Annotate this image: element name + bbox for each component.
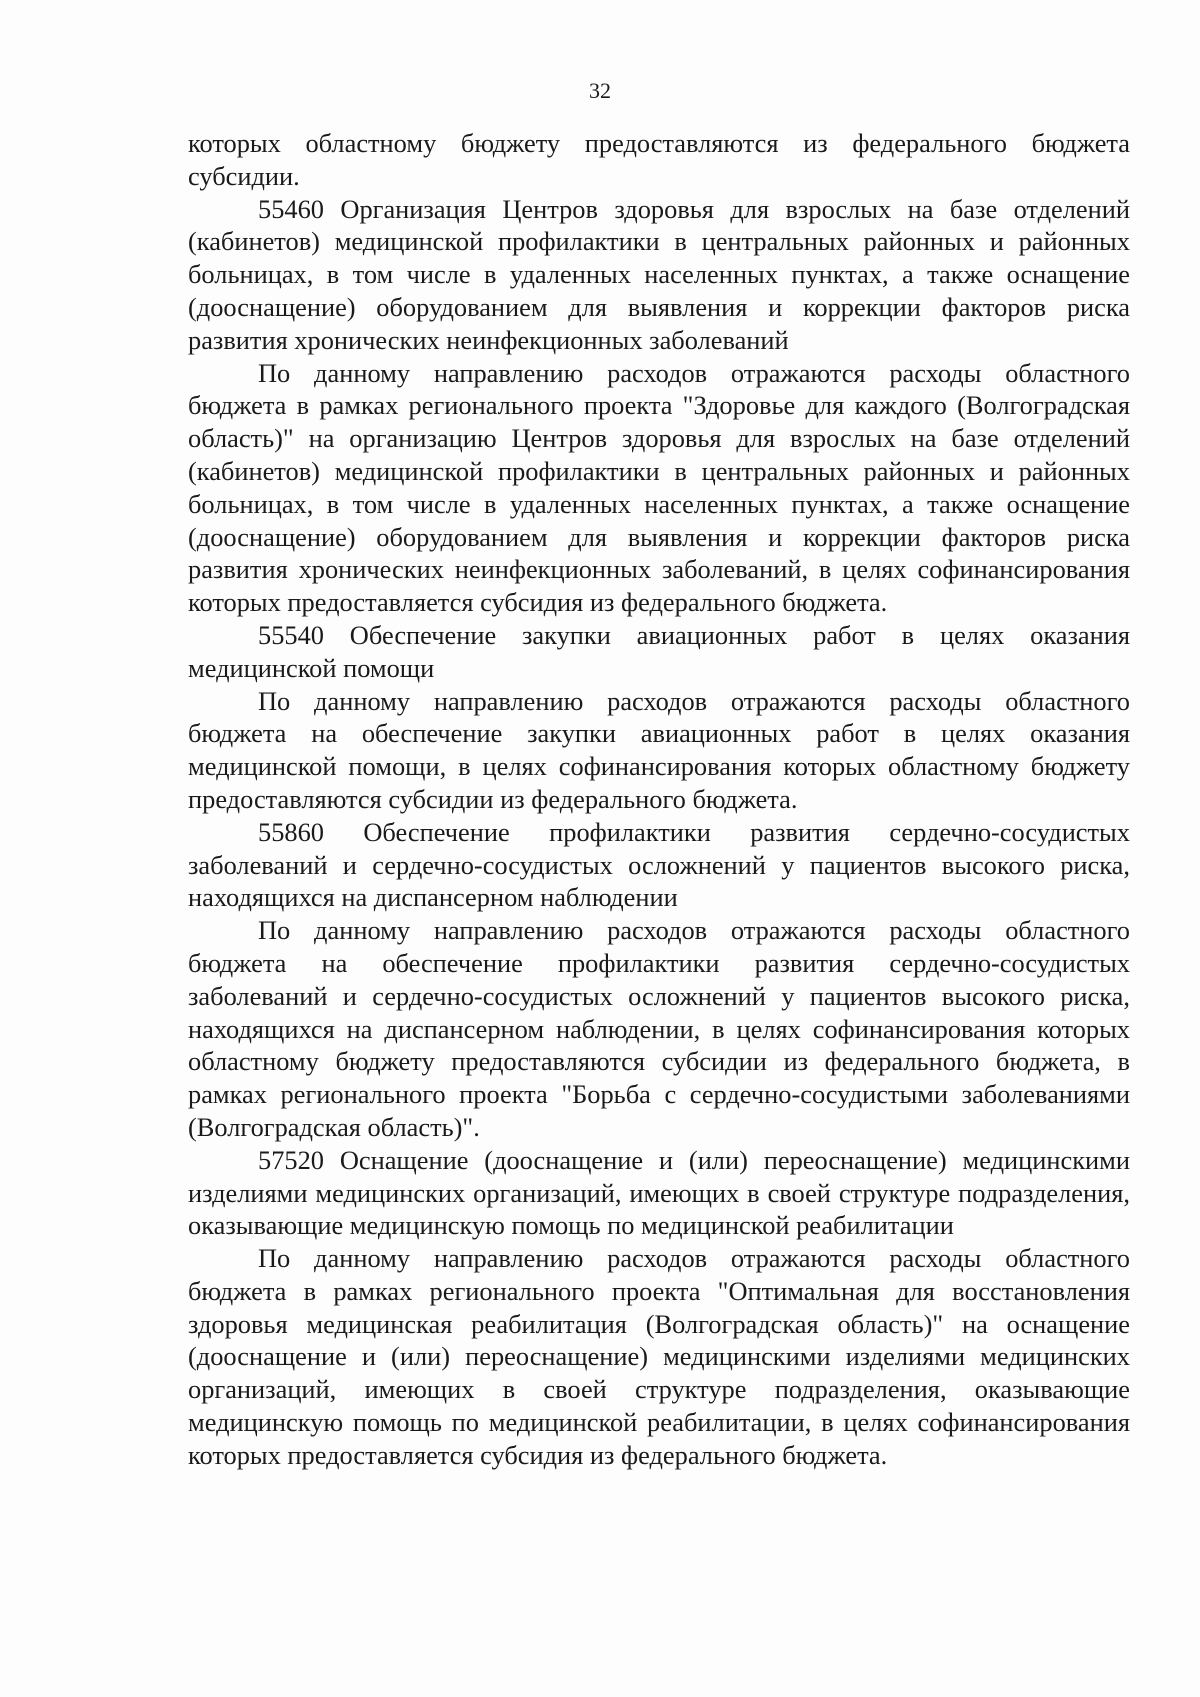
paragraph-55460-description: По данному направлению расходов отражаются расходы областного бюджета в рамках регионального проекта "Здоровье для каждого (Волгоградская область)" на организацию Центров здоровья для взрослых на базе отделений (кабинетов) медицинской профилактики в центральных районных и районных больницах, в том числе в удаленных населенных пунктах, а также оснащение (дооснащение) оборудованием для выявления и коррекции факторов риска развития хронических неинфекционных заболеваний, в целях софинансирования которых предоставляется субсидия из федерального бюджета. bbox=[188, 357, 1130, 618]
heading-55860: 55860 Обеспечение профилактики развития сердечно-сосудистых заболеваний и сердечно-сосудистых осложнений у пациентов высокого риска, находящихся на диспансерном наблюдении bbox=[188, 816, 1130, 913]
document-body bbox=[188, 127, 1130, 1472]
heading-57520: 57520 Оснащение (дооснащение и (или) переоснащение) медицинскими изделиями медицинских организаций, имеющих в своей структуре подразделения, оказывающие медицинскую помощь по медицинской реабилитации bbox=[188, 1144, 1130, 1241]
paragraph-continuation: которых областному бюджету предоставляются из федерального бюджета субсидии. bbox=[188, 128, 1130, 191]
paragraph-55540-description: По данному направлению расходов отражаются расходы областного бюджета на обеспечение закупки авиационных работ в целях оказания медицинской помощи, в целях софинансирования которых областному бюджету предоставляются субсидии из федерального бюджета. bbox=[188, 685, 1130, 814]
paragraph-55860-description: По данному направлению расходов отражаются расходы областного бюджета на обеспечение профилактики развития сердечно-сосудистых заболеваний и сердечно-сосудистых осложнений у пациентов высокого риска, находящихся на диспансерном наблюдении, в целях софинансирования которых областному бюджету предоставляются субсидии из федерального бюджета, в рамках регионального проекта "Борьба с сердечно-сосудистыми заболеваниями (Волгоградская область)". bbox=[188, 915, 1130, 1142]
heading-55460: 55460 Организация Центров здоровья для взрослых на базе отделений (кабинетов) медицинской профилактики в центральных районных и районных больницах, в том числе в удаленных населенных пунктах, а также оснащение (дооснащение) оборудованием для выявления и коррекции факторов риска развития хронических неинфекционных заболеваний bbox=[188, 193, 1130, 355]
paragraph-57520-description: По данному направлению расходов отражаются расходы областного бюджета в рамках регионального проекта "Оптимальная для восстановления здоровья медицинская реабилитация (Волгоградская область)" на оснащение (дооснащение и (или) переоснащение) медицинскими изделиями медицинских организаций, имеющих в своей структуре подразделения, оказывающие медицинскую помощь по медицинской реабилитации, в целях софинансирования которых предоставляется субсидия из федерального бюджета. bbox=[188, 1243, 1130, 1470]
page-number: 32 bbox=[589, 78, 611, 103]
heading-55540: 55540 Обеспечение закупки авиационных работ в целях оказания медицинской помощи bbox=[188, 619, 1130, 683]
